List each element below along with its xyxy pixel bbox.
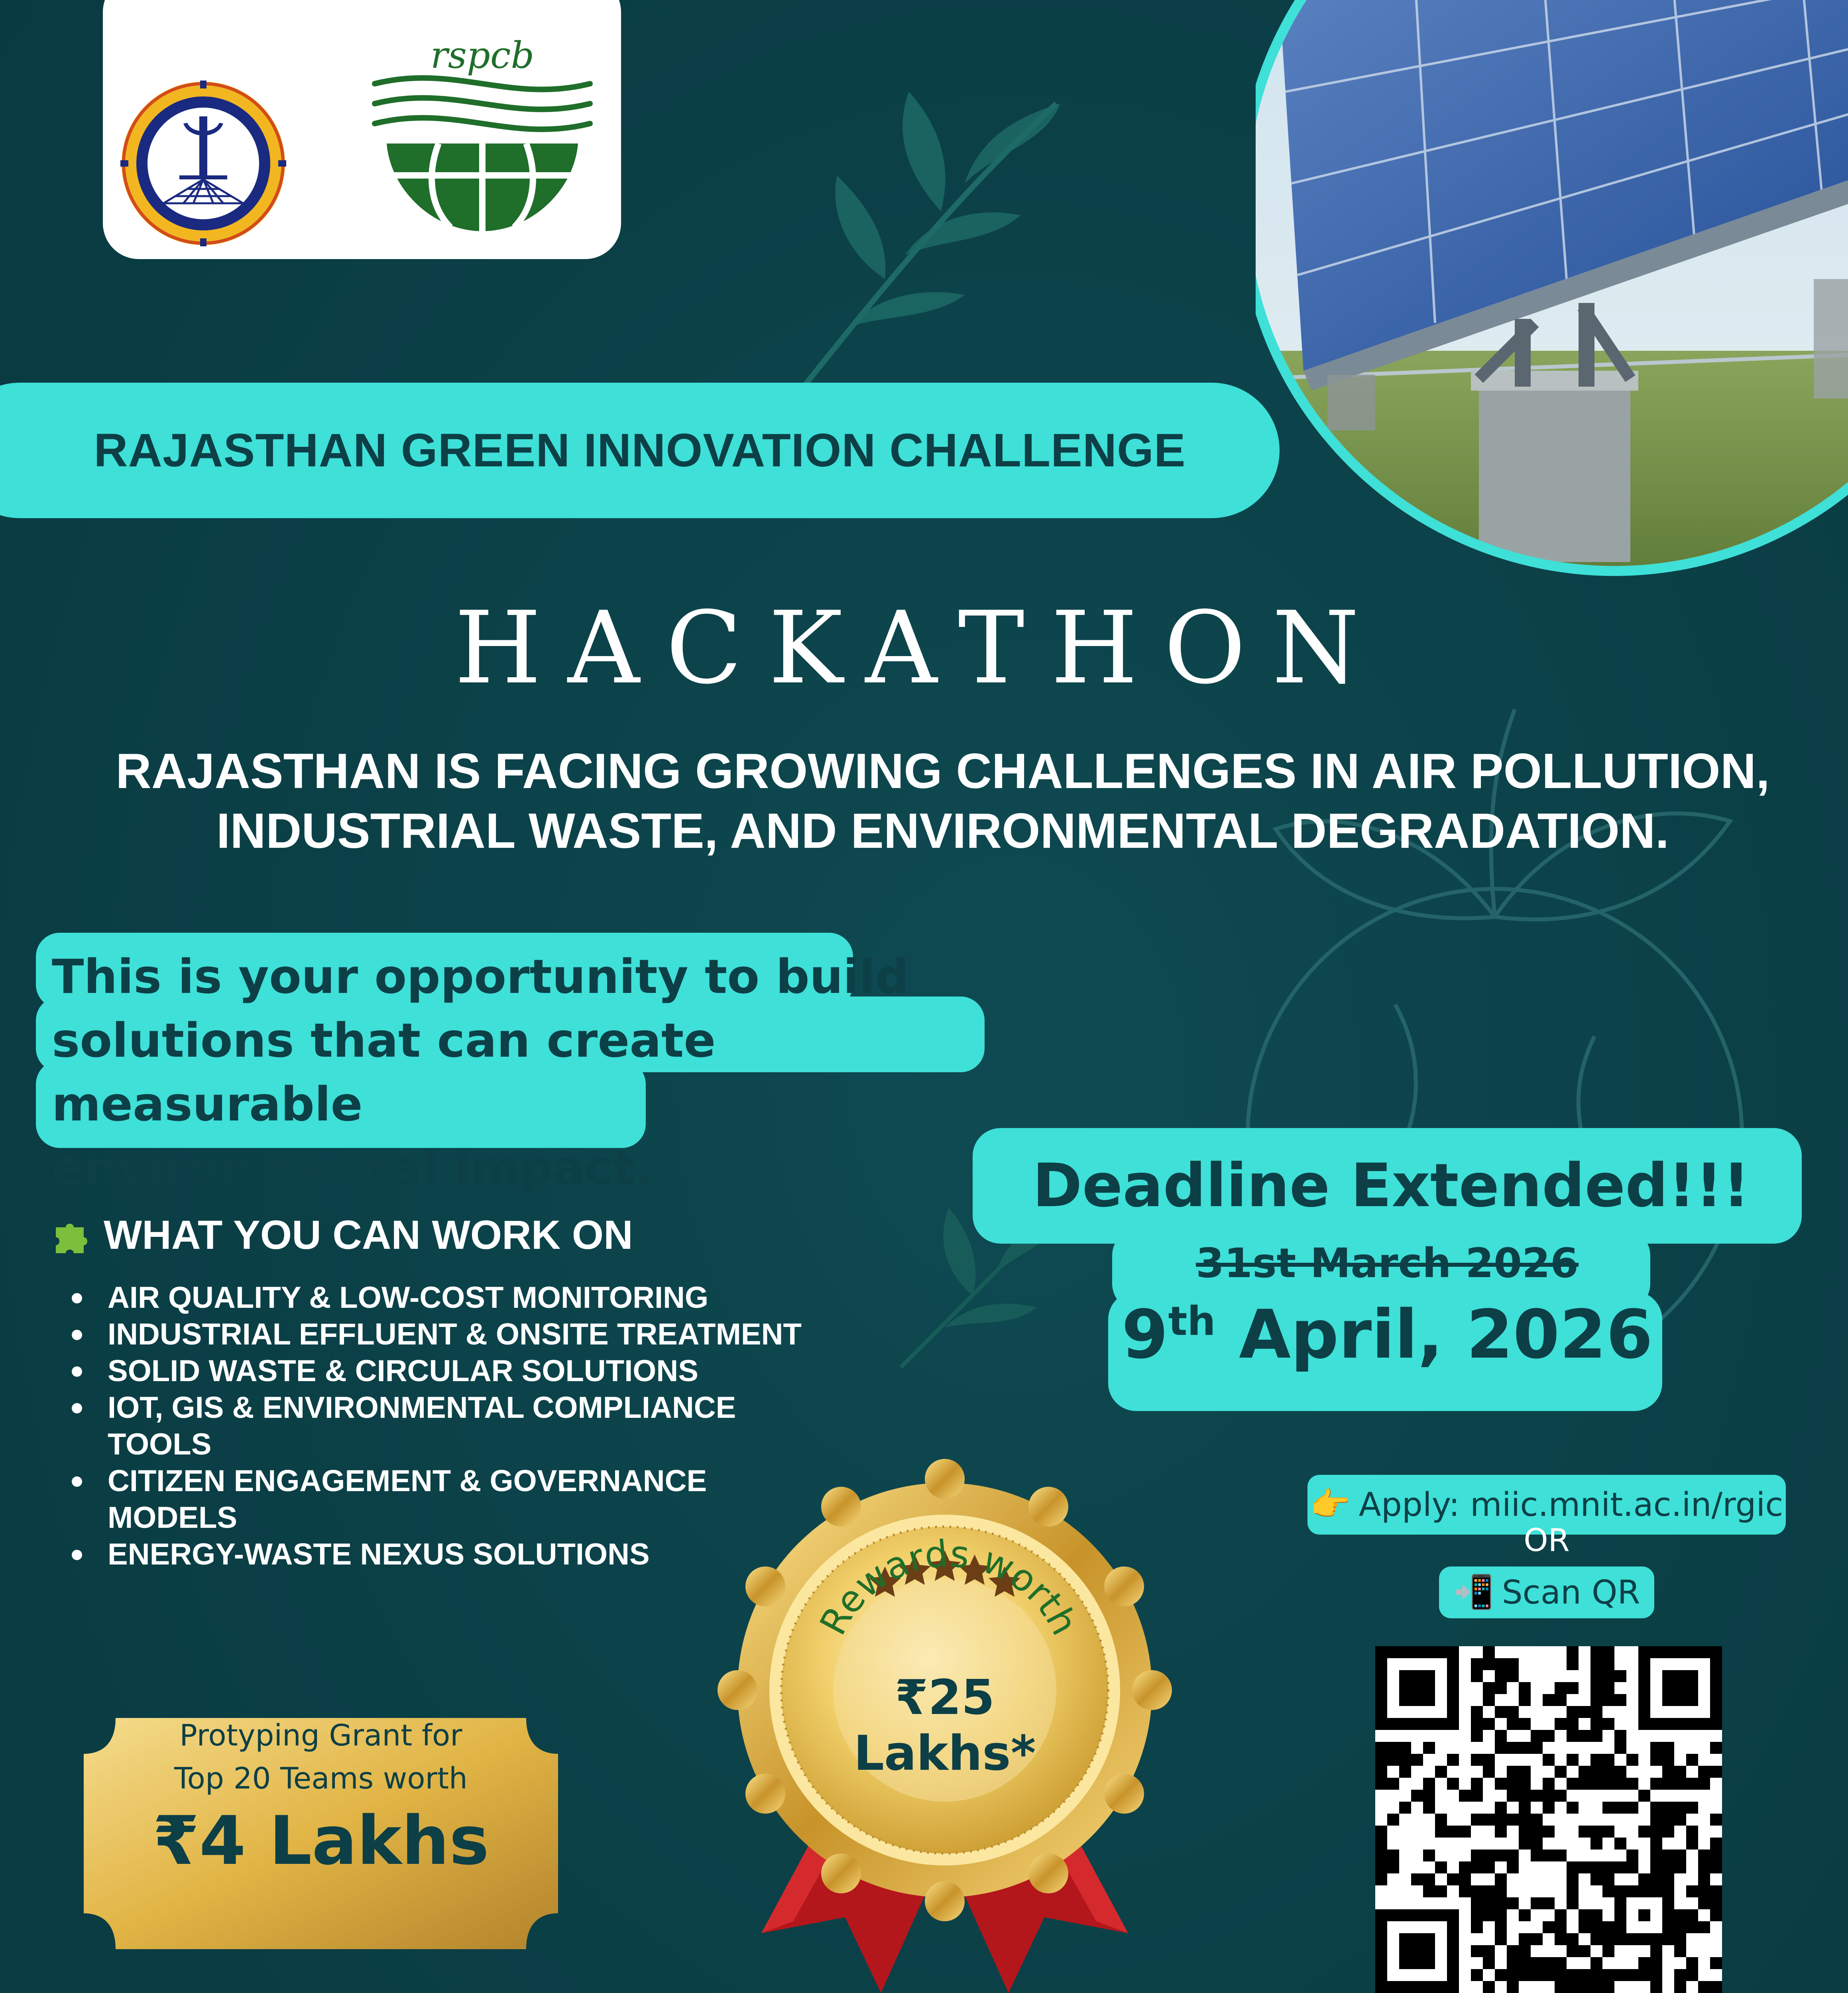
leaf-decoration-icon bbox=[718, 56, 1076, 415]
opportunity-line: solutions that can create measurable bbox=[52, 1013, 716, 1132]
deadline-title: Deadline Extended!!! bbox=[1032, 1151, 1750, 1221]
challenge-title-banner bbox=[0, 383, 1280, 518]
reward-amount: ₹25 bbox=[895, 1670, 995, 1726]
grant-amount: ₹4 Lakhs bbox=[152, 1802, 490, 1880]
opportunity-text bbox=[52, 945, 1009, 1200]
grant-caption: Protyping Grant for Top 20 Teams worth bbox=[174, 1718, 468, 1796]
list-item: SOLID WASTE & CIRCULAR SOLUTIONS bbox=[64, 1353, 821, 1390]
opportunity-line: environmental impact. bbox=[52, 1140, 653, 1195]
mnit-logo bbox=[120, 80, 287, 247]
reward-unit: Lakhs* bbox=[853, 1726, 1036, 1781]
or-separator: OR bbox=[1524, 1523, 1570, 1559]
list-item: INDUSTRIAL EFFLUENT & ONSITE TREATMENT bbox=[64, 1316, 821, 1353]
reward-arc-text: Rewards worth bbox=[811, 1532, 1086, 1642]
qr-code-image bbox=[1375, 1646, 1722, 1993]
challenge-title: RAJASTHAN GREEN INNOVATION CHALLENGE bbox=[94, 424, 1186, 477]
solar-panel-photo bbox=[1256, 0, 1848, 678]
rspcb-wordmark: rspcb bbox=[430, 34, 535, 77]
problem-line: RAJASTHAN IS FACING GROWING CHALLENGES IN AIR POLLUTION, bbox=[116, 744, 1770, 799]
pointing-hand-icon: 👉 bbox=[1310, 1486, 1351, 1523]
phone-icon: 📲 bbox=[1453, 1573, 1494, 1611]
workon-heading-text: WHAT YOU CAN WORK ON bbox=[104, 1212, 633, 1258]
list-item: AIR QUALITY & LOW-COST MONITORING bbox=[64, 1280, 821, 1316]
scan-qr-label bbox=[1439, 1566, 1654, 1618]
new-deadline: 9th April, 2026 bbox=[1121, 1295, 1653, 1374]
apply-link-text: Apply: miic.mnit.ac.in/rgic bbox=[1358, 1486, 1783, 1524]
workon-heading bbox=[52, 1212, 633, 1258]
problem-statement bbox=[72, 741, 1814, 861]
old-deadline: 31st March 2026 bbox=[1195, 1240, 1579, 1287]
list-item: CITIZEN ENGAGEMENT & GOVERNANCE MODELS bbox=[64, 1463, 821, 1536]
rspcb-logo bbox=[359, 24, 606, 247]
problem-line: INDUSTRIAL WASTE, AND ENVIRONMENTAL DEGRADATION. bbox=[216, 804, 1669, 859]
opportunity-line: This is your opportunity to build bbox=[52, 949, 909, 1004]
puzzle-icon bbox=[52, 1215, 92, 1255]
list-item: ENERGY-WASTE NEXUS SOLUTIONS bbox=[64, 1536, 821, 1573]
qr-code[interactable] bbox=[1375, 1646, 1722, 1993]
hackathon-title: HACKATHON bbox=[454, 590, 1386, 706]
list-item: IOT, GIS & ENVIRONMENTAL COMPLIANCE TOOLS bbox=[64, 1390, 821, 1463]
workon-list bbox=[64, 1280, 821, 1573]
reward-medal bbox=[714, 1435, 1176, 1993]
scan-qr-text: Scan QR bbox=[1502, 1573, 1640, 1612]
